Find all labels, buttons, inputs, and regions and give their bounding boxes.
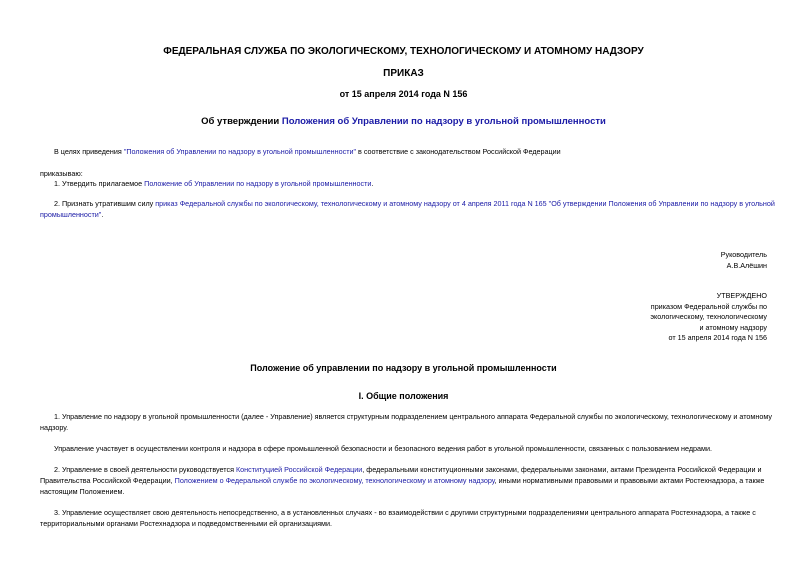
- approval-block: [650, 291, 767, 344]
- section-1-heading: I. Общие положения: [358, 391, 449, 401]
- order-title-link[interactable]: Положения об Управлении по надзору в угольной промышленности: [281, 116, 606, 127]
- item-1-link[interactable]: Положение об Управлении по надзору в угольной промышленности: [144, 179, 372, 188]
- regulation-title: Положение об управлении по надзору в угольной промышленности: [250, 363, 557, 373]
- item-1: [54, 178, 373, 189]
- reg-p3-line3: настоящим Положением.: [40, 487, 125, 496]
- approval-line1: УТВЕРЖДЕНО: [716, 291, 767, 300]
- approval-line3: экологическому, технологическому: [650, 312, 767, 321]
- doc-type-heading: ПРИКАЗ: [383, 68, 424, 79]
- intro-prefix: В целях приведения: [54, 147, 124, 156]
- item-2-line1: [54, 198, 775, 209]
- item-2-line2: [40, 209, 103, 220]
- reg-p3-line2-suffix: , иными нормативными правовыми и правовыми актами Ростехнадзора, а также: [494, 476, 765, 485]
- signature-block: [721, 250, 767, 271]
- intro-suffix: в соответствие с законодательством Российской Федерации: [356, 147, 561, 156]
- reg-p4-line2: территориальными органами Ростехнадзора и подведомственными ей организациями.: [40, 519, 332, 528]
- reg-p1-line1: 1. Управление по надзору в угольной промышленности (далее - Управление) является структурным подразделением центрального аппарата Федеральной службы по экологическому, технологическому и атомному: [54, 412, 772, 421]
- item-2-suffix: .: [101, 210, 104, 219]
- item-2-link[interactable]: приказ Федеральной службы по экологическому, технологическому и атомному надзору от 4 апреля 2011 года N 165 "Об утверждении Положения об Управлении по надзору в угольной: [155, 199, 775, 208]
- reg-p3-line2-prefix: Правительства Российской Федерации,: [40, 476, 175, 485]
- order-title-prefix: Об утверждении: [201, 116, 282, 127]
- signature-role: Руководитель: [720, 250, 767, 259]
- reg-p1-line2: надзору.: [40, 423, 69, 432]
- reg-p4-line1: 3. Управление осуществляет свою деятельность непосредственно, а в установленных случаях - во взаимодействии с другими структурными подразделениями центрального аппарата Ростехнадзора, а также с: [54, 508, 756, 517]
- order-title: [0, 116, 807, 127]
- item-1-prefix: 1. Утвердить прилагаемое: [54, 179, 145, 188]
- approval-line5: от 15 апреля 2014 года N 156: [668, 333, 767, 342]
- approval-line4: и атомному надзору: [699, 322, 767, 332]
- approval-line2: приказом Федеральной службы по: [650, 301, 767, 311]
- reg-p3-line2: [40, 475, 764, 486]
- reg-p3-prefix: 2. Управление в своей деятельности руководствуется: [54, 465, 236, 474]
- reg-p2: Управление участвует в осуществлении контроля и надзора в сфере промышленной безопасности и безопасного ведения работ в угольной промышленности, связанных с пользованием недрами.: [54, 444, 712, 453]
- intro-link[interactable]: "Положения об Управлении по надзору в угольной промышленности": [123, 147, 357, 156]
- intro-paragraph: [54, 146, 561, 157]
- agency-heading: ФЕДЕРАЛЬНАЯ СЛУЖБА ПО ЭКОЛОГИЧЕСКОМУ, ТЕХНОЛОГИЧЕСКОМУ И АТОМНОМУ НАДЗОРУ: [163, 46, 644, 57]
- order-word: приказываю:: [40, 169, 83, 178]
- item-1-suffix: .: [371, 179, 374, 188]
- signature-name: А.В.Алёшин: [726, 260, 767, 270]
- item-2-link-cont[interactable]: промышленности": [40, 210, 102, 219]
- item-2-prefix: 2. Признать утратившим силу: [54, 199, 156, 208]
- constitution-link[interactable]: Конституцией Российской Федерации: [235, 465, 363, 474]
- date-number: от 15 апреля 2014 года N 156: [339, 89, 468, 99]
- reg-p3-mid: , федеральными конституционными законами, федеральными законами, актами Президента Российской Федерации и: [362, 465, 762, 474]
- service-regulation-link[interactable]: Положением о Федеральной службе по экологическому, технологическому и атомному надзору: [174, 476, 495, 485]
- reg-p3-line1: [54, 464, 762, 475]
